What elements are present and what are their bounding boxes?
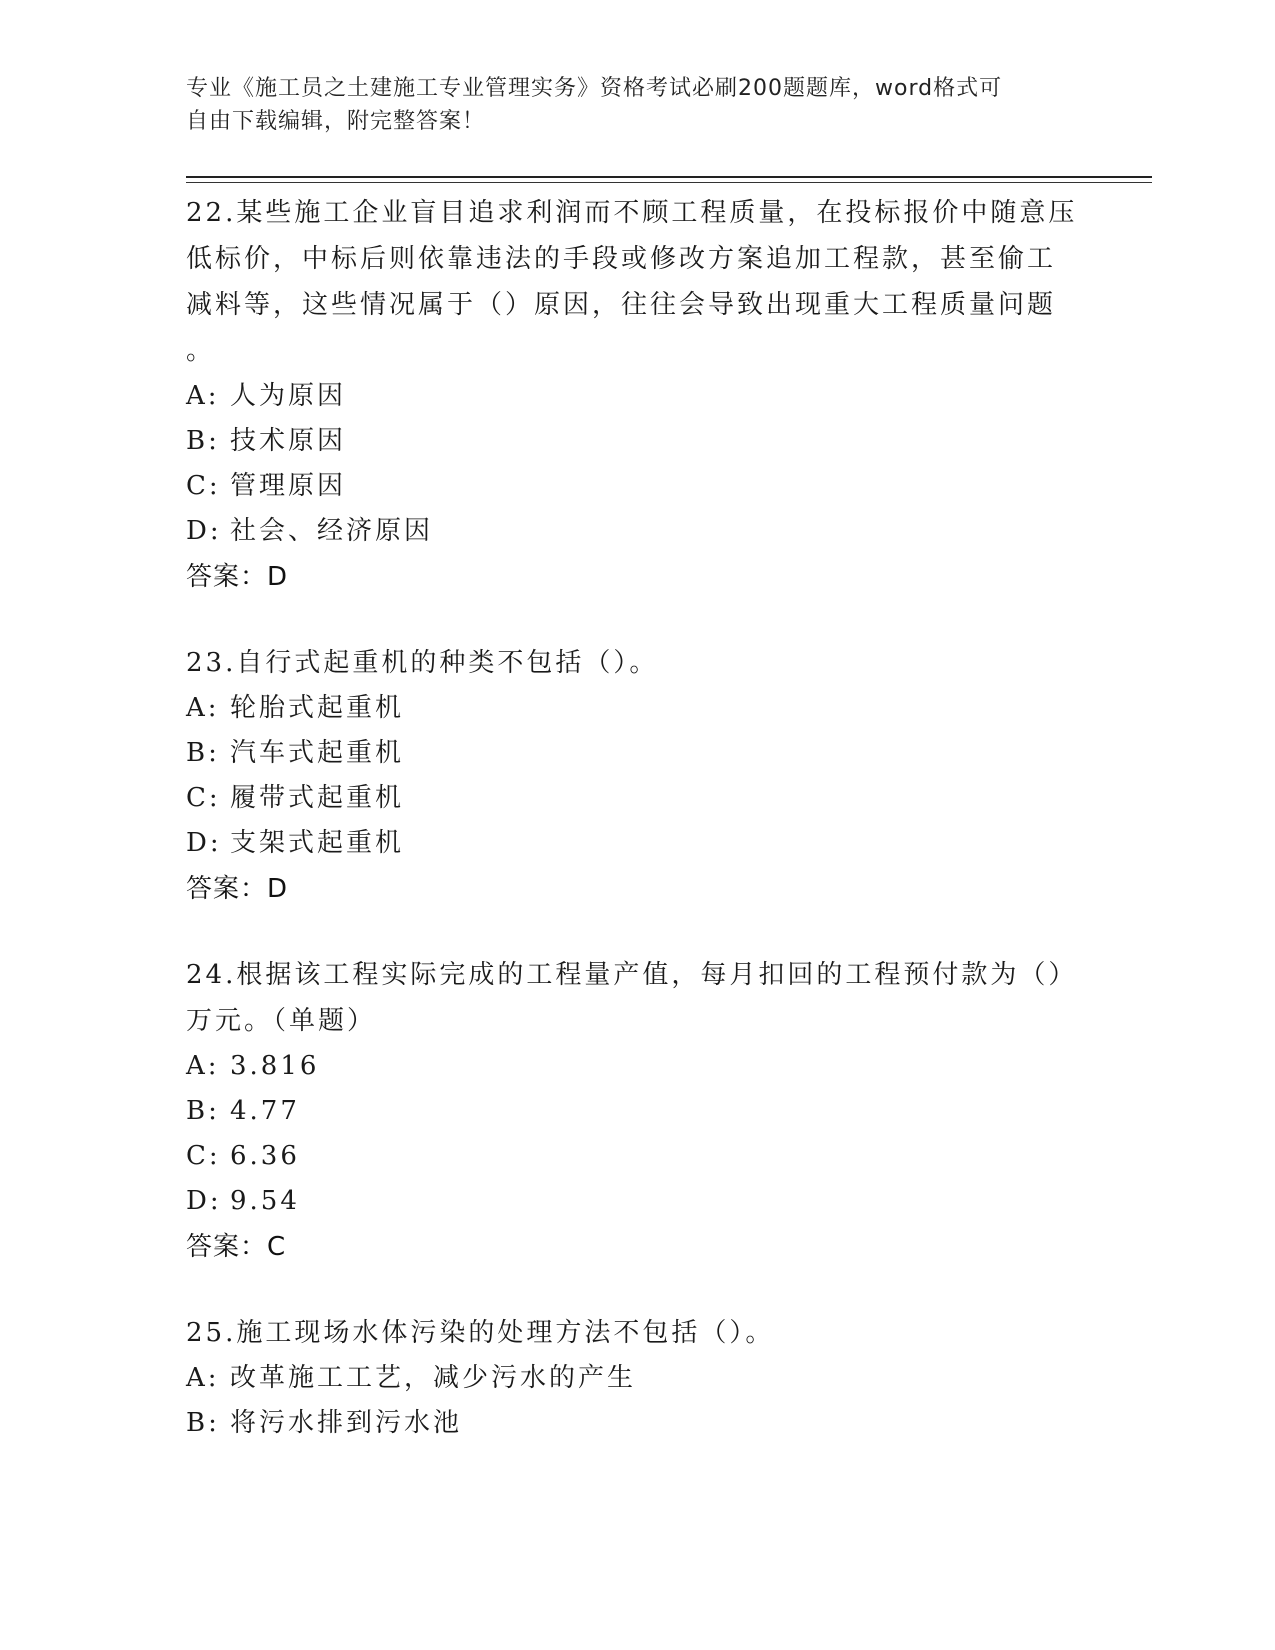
option-letter: A: [186, 693, 220, 723]
answer-value: D [267, 562, 289, 592]
question-text-line: 25.施工现场水体污染的处理方法不包括（）。 [186, 1318, 775, 1348]
header-line-2: 自由下载编辑，附完整答案！ [186, 109, 486, 134]
option-letter: B: [186, 738, 220, 768]
answer-label: 答案： [186, 874, 268, 904]
option-letter: A: [186, 1051, 220, 1081]
answer-line [186, 1224, 1086, 1270]
option-letter: D: [186, 828, 222, 858]
question-text-line: 22.某些施工企业盲目追求利润而不顾工程质量，在投标报价中随意压 [186, 198, 1078, 228]
option-c [186, 1134, 1086, 1179]
option-text: 人为原因 [230, 381, 347, 411]
option-text: 支架式起重机 [230, 828, 405, 858]
option-letter: B: [186, 1096, 220, 1126]
question-text-line: 23.自行式起重机的种类不包括（）。 [186, 648, 659, 678]
answer-value: C [267, 1232, 287, 1262]
option-b [186, 1089, 1086, 1134]
question-23 [186, 640, 1086, 912]
option-d [186, 821, 1086, 866]
answer-label: 答案： [186, 1232, 268, 1262]
option-b [186, 419, 1086, 464]
answer-line [186, 866, 1086, 912]
option-text: 履带式起重机 [230, 783, 405, 813]
answer-line [186, 554, 1086, 600]
option-b [186, 731, 1086, 776]
question-22 [186, 190, 1086, 600]
document-header [186, 72, 1066, 138]
header-divider-thin [186, 182, 1152, 183]
option-text: 技术原因 [230, 426, 347, 456]
option-text: 3.816 [230, 1051, 320, 1081]
option-text: 9.54 [230, 1186, 300, 1216]
option-letter: C: [186, 1141, 221, 1171]
option-a [186, 374, 1086, 419]
option-a [186, 686, 1086, 731]
option-letter: D: [186, 1186, 222, 1216]
answer-value: D [267, 874, 289, 904]
option-letter: B: [186, 426, 220, 456]
question-25 [186, 1310, 1086, 1446]
option-letter: B: [186, 1408, 220, 1438]
question-text-line: 低标价，中标后则依靠违法的手段或修改方案追加工程款，甚至偷工 [186, 244, 1057, 274]
option-letter: A: [186, 1363, 220, 1393]
option-letter: C: [186, 783, 221, 813]
question-list [186, 190, 1086, 1486]
option-text: 6.36 [230, 1141, 300, 1171]
header-divider-thick [186, 176, 1152, 178]
option-c [186, 464, 1086, 509]
option-b [186, 1401, 1086, 1446]
option-c [186, 776, 1086, 821]
option-a [186, 1044, 1086, 1089]
option-letter: D: [186, 516, 222, 546]
question-text-line: 。 [186, 336, 216, 366]
option-a [186, 1356, 1086, 1401]
option-letter: C: [186, 471, 221, 501]
option-d [186, 1179, 1086, 1224]
header-line-1: 专业《施工员之土建施工专业管理实务》资格考试必刷200题题库，word格式可 [186, 76, 1003, 101]
option-text: 将污水排到污水池 [230, 1408, 463, 1438]
answer-label: 答案： [186, 562, 268, 592]
question-24 [186, 952, 1086, 1270]
question-text-line: 万元。（单题） [186, 1006, 377, 1036]
option-text: 改革施工工艺，减少污水的产生 [230, 1363, 637, 1393]
option-d [186, 509, 1086, 554]
question-text-line: 24.根据该工程实际完成的工程量产值，每月扣回的工程预付款为（） [186, 960, 1078, 990]
option-text: 4.77 [230, 1096, 300, 1126]
option-text: 社会、经济原因 [230, 516, 434, 546]
question-text-line: 减料等，这些情况属于（）原因，往往会导致出现重大工程质量问题 [186, 290, 1057, 320]
option-text: 管理原因 [230, 471, 347, 501]
option-text: 轮胎式起重机 [230, 693, 405, 723]
option-text: 汽车式起重机 [230, 738, 405, 768]
option-letter: A: [186, 381, 220, 411]
